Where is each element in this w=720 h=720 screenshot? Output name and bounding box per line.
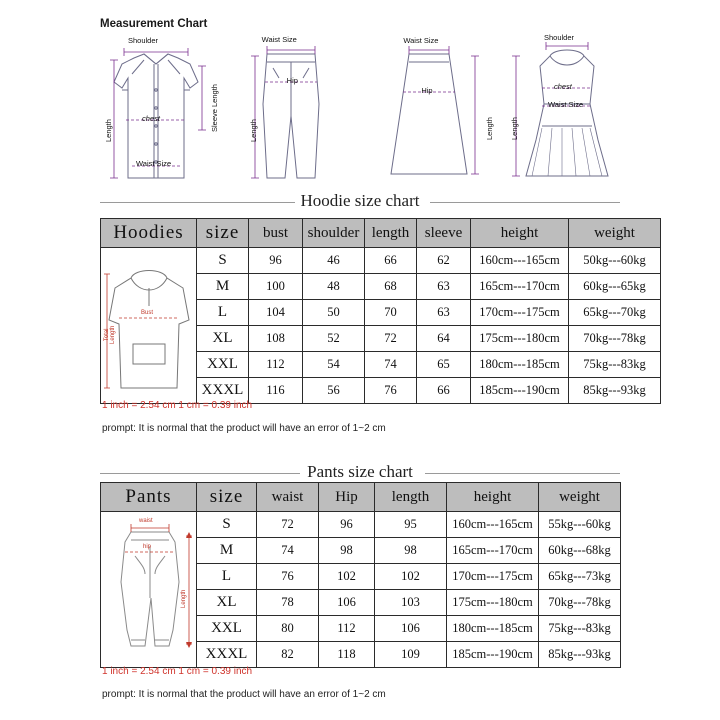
pants-col-height: height [447, 483, 539, 512]
pants-corner-label: Pants [101, 483, 197, 512]
figure-pants [229, 30, 359, 180]
hoodie-footnote-prompt: prompt: It is normal that the product will have an error of 1~2 cm [102, 423, 386, 434]
figure-dress [502, 30, 632, 180]
label-length: Length [248, 119, 258, 142]
hoodie-table-header-row [101, 219, 661, 248]
cell-height: 175cm---180cm [471, 326, 569, 352]
label-hip: Hip [286, 76, 298, 85]
cell-length: 66 [365, 248, 417, 274]
label-length: Length [104, 119, 113, 142]
hoodie-col-bust: bust [249, 219, 303, 248]
cell-sleeve: 65 [417, 352, 471, 378]
pants-length-note: Length [181, 589, 187, 608]
cell-size: M [197, 538, 257, 564]
cell-bust: 104 [249, 300, 303, 326]
joggers-diagram [101, 512, 197, 662]
label-shoulder: Shoulder [128, 36, 159, 45]
cell-height: 170cm---175cm [471, 300, 569, 326]
hoodie-col-sleeve: sleeve [417, 219, 471, 248]
measurement-figures [92, 30, 632, 180]
label-sleeve-length: Sleeve Length [210, 84, 219, 132]
label-waist-size: Waist Size [547, 100, 584, 109]
cell-length: 76 [365, 378, 417, 404]
pants-illustration-cell [101, 512, 197, 668]
pants-section-title: Pants size chart [307, 462, 413, 481]
hoodie-col-length: length [365, 219, 417, 248]
hoodie-footnote-inch: 1 inch = 2.54 cm 1 cm = 0.39 inch [102, 400, 253, 411]
cell-height: 175cm---180cm [447, 590, 539, 616]
cell-weight: 60kg---65kg [569, 274, 661, 300]
hoodie-col-size: size [197, 219, 249, 248]
cell-hip: 106 [319, 590, 375, 616]
cell-shoulder: 56 [303, 378, 365, 404]
cell-waist: 78 [257, 590, 319, 616]
cell-bust: 100 [249, 274, 303, 300]
hoodie-corner-label: Hoodies [101, 219, 197, 248]
cell-size: S [197, 248, 249, 274]
cell-length: 98 [375, 538, 447, 564]
cell-length: 106 [375, 616, 447, 642]
cell-weight: 50kg---60kg [569, 248, 661, 274]
cell-height: 160cm---165cm [471, 248, 569, 274]
cell-sleeve: 64 [417, 326, 471, 352]
hoodie-diagram [101, 248, 197, 398]
cell-bust: 112 [249, 352, 303, 378]
hoodie-col-shoulder: shoulder [303, 219, 365, 248]
hoodie-size-table [100, 218, 661, 404]
cell-shoulder: 50 [303, 300, 365, 326]
label-waist-size: Waist Size [136, 159, 172, 168]
cell-length: 109 [375, 642, 447, 668]
figure-shirt [92, 30, 222, 180]
cell-bust: 108 [249, 326, 303, 352]
cell-hip: 112 [319, 616, 375, 642]
cell-size: M [197, 274, 249, 300]
label-length: Length [485, 117, 495, 140]
shirt-diagram [92, 30, 222, 180]
label-shoulder: Shoulder [543, 33, 574, 42]
cell-length: 74 [365, 352, 417, 378]
cell-hip: 102 [319, 564, 375, 590]
hoodie-bust-note: Bust [141, 310, 154, 316]
cell-sleeve: 63 [417, 300, 471, 326]
cell-bust: 96 [249, 248, 303, 274]
hoodie-illustration-cell [101, 248, 197, 404]
pants-size-table [100, 482, 621, 668]
cell-weight: 70kg---78kg [539, 590, 621, 616]
pants-footnote-prompt: prompt: It is normal that the product will have an error of 1~2 cm [102, 689, 386, 700]
cell-hip: 96 [319, 512, 375, 538]
label-chest: chest [142, 114, 160, 123]
hoodie-section-title: Hoodie size chart [300, 191, 420, 210]
skirt-diagram [365, 30, 495, 180]
cell-length: 95 [375, 512, 447, 538]
table-row [101, 248, 661, 274]
cell-hip: 98 [319, 538, 375, 564]
pants-hip-note: hip [143, 544, 152, 550]
cell-weight: 85kg---93kg [539, 642, 621, 668]
cell-size: XXL [197, 616, 257, 642]
label-waist-size: Waist Size [261, 35, 297, 44]
pants-col-hip: Hip [319, 483, 375, 512]
pants-footnote-inch: 1 inch = 2.54 cm 1 cm = 0.39 inch [102, 666, 253, 677]
cell-size: XXL [197, 352, 249, 378]
cell-sleeve: 63 [417, 274, 471, 300]
cell-weight: 75kg---83kg [539, 616, 621, 642]
cell-height: 180cm---185cm [471, 352, 569, 378]
cell-size: L [197, 564, 257, 590]
cell-weight: 65kg---70kg [569, 300, 661, 326]
hoodie-total-length-note: Total Length [104, 325, 116, 344]
cell-weight: 75kg---83kg [569, 352, 661, 378]
cell-length: 72 [365, 326, 417, 352]
cell-weight: 65kg---73kg [539, 564, 621, 590]
pants-col-weight: weight [539, 483, 621, 512]
cell-weight: 85kg---93kg [569, 378, 661, 404]
figure-skirt [365, 30, 495, 180]
pants-table-header-row [101, 483, 621, 512]
pants-diagram [229, 30, 359, 180]
cell-height: 160cm---165cm [447, 512, 539, 538]
cell-height: 185cm---190cm [447, 642, 539, 668]
cell-size: S [197, 512, 257, 538]
cell-waist: 82 [257, 642, 319, 668]
pants-col-waist: waist [257, 483, 319, 512]
cell-waist: 72 [257, 512, 319, 538]
cell-height: 165cm---170cm [447, 538, 539, 564]
cell-weight: 60kg---68kg [539, 538, 621, 564]
label-chest: chest [553, 82, 572, 91]
cell-size: XL [197, 326, 249, 352]
cell-hip: 118 [319, 642, 375, 668]
cell-size: XL [197, 590, 257, 616]
table-row [101, 512, 621, 538]
label-hip: Hip [421, 86, 433, 95]
cell-height: 180cm---185cm [447, 616, 539, 642]
cell-length: 103 [375, 590, 447, 616]
hoodie-col-weight: weight [569, 219, 661, 248]
pants-waist-note: waist [139, 518, 153, 524]
cell-shoulder: 48 [303, 274, 365, 300]
cell-size: XXXL [197, 642, 257, 668]
cell-weight: 55kg---60kg [539, 512, 621, 538]
cell-height: 170cm---175cm [447, 564, 539, 590]
cell-waist: 80 [257, 616, 319, 642]
label-waist-size: Waist Size [403, 36, 439, 45]
pants-col-size: size [197, 483, 257, 512]
cell-sleeve: 66 [417, 378, 471, 404]
measurement-chart-title: Measurement Chart [100, 18, 208, 30]
cell-height: 185cm---190cm [471, 378, 569, 404]
cell-bust: 116 [249, 378, 303, 404]
cell-shoulder: 54 [303, 352, 365, 378]
cell-height: 165cm---170cm [471, 274, 569, 300]
cell-size: L [197, 300, 249, 326]
cell-length: 70 [365, 300, 417, 326]
cell-weight: 70kg---78kg [569, 326, 661, 352]
cell-waist: 76 [257, 564, 319, 590]
hoodie-col-height: height [471, 219, 569, 248]
cell-size: XXXL [197, 378, 249, 404]
cell-length: 102 [375, 564, 447, 590]
cell-waist: 74 [257, 538, 319, 564]
cell-shoulder: 52 [303, 326, 365, 352]
pants-col-length: length [375, 483, 447, 512]
cell-length: 68 [365, 274, 417, 300]
label-length: Length [509, 117, 519, 140]
cell-shoulder: 46 [303, 248, 365, 274]
cell-sleeve: 62 [417, 248, 471, 274]
